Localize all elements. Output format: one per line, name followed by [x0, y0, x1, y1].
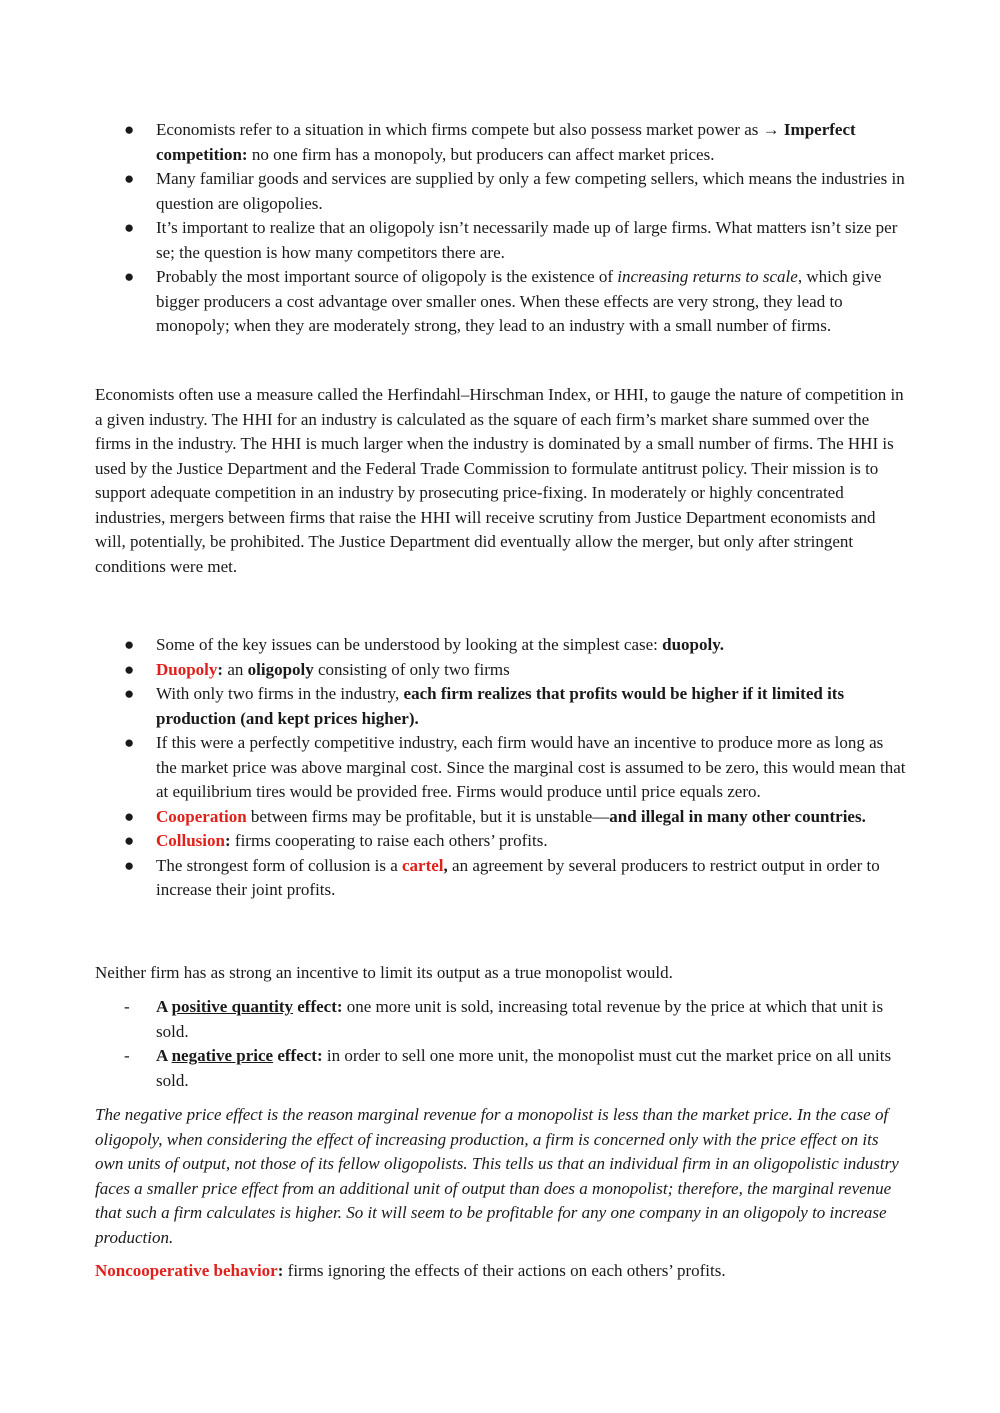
list-item [95, 829, 907, 854]
intro-bullet-list [95, 118, 907, 339]
bullet-marker: ● [124, 267, 135, 286]
bullet-marker: ● [124, 659, 135, 679]
list-item [95, 854, 907, 903]
definition-term-duopoly: Duopoly [156, 659, 218, 679]
definition-term-collusion: Collusion [156, 831, 225, 850]
list-item [95, 731, 907, 805]
item-text: an agreement by several producers to restrict output in order to increase their joint profits. [156, 855, 880, 899]
list-item [95, 265, 907, 339]
list-item [95, 216, 907, 265]
duopoly-bullet-list [95, 633, 907, 903]
comma: , [443, 855, 448, 875]
definition-term-cartel: cartel [402, 855, 444, 875]
term-negative-price: negative price [171, 1046, 274, 1065]
item-text: between firms may be profitable, but it is unstable— [246, 806, 610, 826]
dash-marker: - [124, 1046, 130, 1065]
list-item [95, 1044, 907, 1093]
definition-term-noncooperative: Noncooperative behavior [95, 1261, 278, 1280]
term-imperfect-competition: Imperfect competition: [156, 120, 856, 164]
effect-suffix: effect: [292, 997, 343, 1016]
item-text: an [223, 659, 248, 679]
item-text: in order to sell one more unit, the monopolist must cut the market price on all units sold. [156, 1046, 892, 1090]
definition-term-cooperation: Cooperation [156, 806, 247, 826]
effect-prefix: A [156, 997, 172, 1016]
list-item [95, 167, 907, 216]
bullet-marker: ● [124, 855, 135, 875]
dash-marker: - [124, 997, 130, 1016]
colon: : [277, 1261, 284, 1280]
item-text: The strongest form of collusion is a [156, 855, 402, 875]
effect-prefix: A [156, 1046, 172, 1065]
noncooperative-section [95, 1259, 907, 1284]
item-text: Economists refer to a situation in which firms compete but also possess market power as → [156, 120, 780, 139]
item-text: If this were a perfectly competitive industry, each firm would have an incentive to produce more as long as the market price was above marginal cost. Since the marginal cost is assumed to be zero, this would mean that at equilibrium tires would be provided free. Firms would produce until price equals zero. [156, 733, 906, 801]
bullet-marker: ● [124, 684, 135, 703]
bullet-marker: ● [124, 120, 135, 139]
italic-text: The negative price effect is the reason marginal revenue for a monopolist is less than the market price. In the case of oligopoly, when considering the effect of increasing production, a firm is concerned only with the price effect on its own units of output, not those of its fellow oligopolists. This tells us that an individual firm in an oligopolistic industry faces a smaller price effect from an additional unit of output than does a monopolist; therefore, the marginal revenue that such a firm calculates is higher. So it will seem to be profitable for any one company in an oligopoly to increase production. [95, 1105, 899, 1247]
list-item [95, 995, 907, 1044]
emphasis-text: and illegal in many other countries. [609, 806, 866, 826]
price-effect-section [95, 1103, 907, 1250]
term-oligopoly: oligopoly [247, 659, 314, 679]
item-text: consisting of only two firms [313, 659, 510, 679]
item-text: , which give bigger producers a cost advantage over smaller ones. When these effects are very strong, they lead to monopoly; when they are moderately strong, they lead to an industry with a small number of firms. [156, 267, 882, 335]
bullet-marker: ● [124, 733, 135, 752]
item-text: It’s important to realize that an oligopoly isn’t necessarily made up of large firms. What matters isn’t size per se; the question is how many competitors there are. [156, 218, 898, 262]
bullet-marker: ● [124, 218, 135, 237]
hhi-section [95, 383, 907, 579]
effects-dash-list [95, 995, 907, 1093]
item-text: With only two firms in the industry, [156, 684, 404, 703]
list-item [95, 805, 907, 830]
list-item [95, 682, 907, 731]
italic-paragraph [95, 1103, 907, 1250]
colon: : [224, 831, 231, 850]
colon: : [217, 659, 224, 679]
term-duopoly: duopoly. [662, 635, 725, 654]
bullet-marker: ● [124, 806, 135, 826]
neither-section [95, 961, 907, 986]
emphasis-text: each firm realizes that profits would be higher if it limited its production (and kept prices higher). [156, 684, 845, 728]
item-text: firms ignoring the effects of their actions on each others’ profits. [283, 1261, 726, 1280]
item-text: one more unit is sold, increasing total revenue by the price at which that unit is sold. [156, 997, 884, 1041]
item-text: Many familiar goods and services are supplied by only a few competing sellers, which means the industries in question are oligopolies. [156, 169, 905, 213]
final-paragraph [95, 1259, 907, 1284]
list-item [95, 118, 907, 167]
effect-suffix: effect: [273, 1046, 323, 1065]
item-text: no one firm has a monopoly, but producers can affect market prices. [247, 144, 715, 164]
item-text: firms cooperating to raise each others’ profits. [230, 831, 548, 850]
bullet-marker: ● [124, 831, 135, 850]
list-item [95, 633, 907, 658]
item-text: Some of the key issues can be understood by looking at the simplest case: [156, 635, 663, 654]
hhi-paragraph: Economists often use a measure called the Herfindahl–Hirschman Index, or HHI, to gauge the nature of competition in a given industry. The HHI for an industry is calculated as the square of each firm’s market share summed over the firms in the industry. The HHI is much larger when the industry is dominated by a small number of firms. The HHI is used by the Justice Department and the Federal Trade Commission to formulate antitrust policy. Their mission is to support adequate competition in an industry by prosecuting price-fixing. In moderately or highly concentrated industries, mergers between firms that raise the HHI will receive scrutiny from Justice Department economists and will, potentially, be prohibited. The Justice Department did eventually allow the merger, but only after stringent conditions were met. [95, 385, 904, 576]
term-positive-quantity: positive quantity [171, 997, 293, 1016]
item-text: Probably the most important source of oligopoly is the existence of [156, 267, 618, 286]
bullet-marker: ● [124, 169, 135, 188]
emphasis-increasing-returns: increasing returns to scale [617, 267, 798, 286]
list-item [95, 658, 907, 683]
neither-paragraph: Neither firm has as strong an incentive to limit its output as a true monopolist would. [95, 963, 673, 982]
bullet-marker: ● [124, 635, 135, 654]
